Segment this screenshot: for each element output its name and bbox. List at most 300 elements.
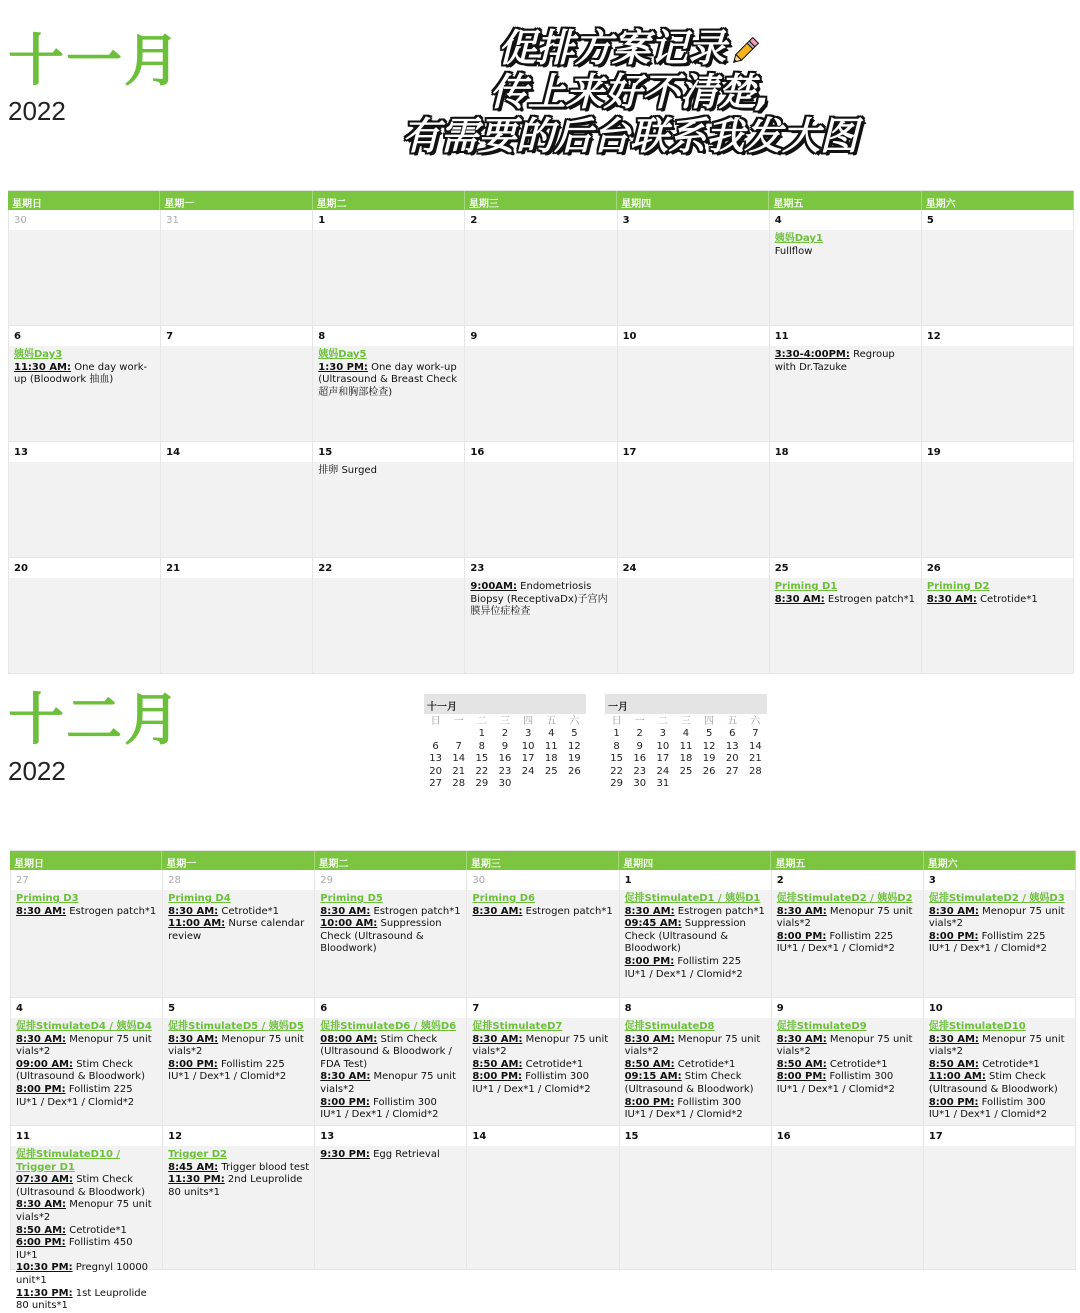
calendar-event[interactable] [168,1059,309,1084]
calendar-day-cell[interactable] [924,870,1076,998]
calendar-event[interactable] [320,918,461,956]
mini-day[interactable]: 22 [475,765,489,777]
mini-day[interactable]: 1 [478,728,486,740]
day-events [772,1146,923,1269]
calendar-event[interactable] [168,906,309,919]
day-events [163,890,314,997]
november-weekday-header [8,191,1074,210]
day-events [618,462,769,557]
calendar-event[interactable] [470,581,611,619]
cycle-tag-link[interactable]: 促排StimulateD6 / 姨妈D6 [320,1021,457,1032]
day-number: 7 [161,326,312,346]
mini-day[interactable]: 8 [478,740,486,752]
event-time: 1:30 PM: [318,361,368,373]
calendar-day-cell[interactable] [10,1126,163,1312]
calendar-event[interactable] [168,1162,309,1175]
event-text: Fullflow [774,245,813,257]
mini-day[interactable]: 18 [679,753,693,765]
cycle-tag-link[interactable]: 姨妈Day1 [774,233,823,244]
mini-day[interactable]: 9 [501,740,509,752]
calendar-day-cell[interactable] [465,442,617,558]
day-events [9,230,160,325]
calendar-day-cell[interactable] [10,870,163,998]
calendar-day-cell[interactable] [770,210,922,326]
mini-day[interactable]: 23 [633,765,647,777]
calendar-day-cell[interactable] [315,1126,467,1270]
mini-day[interactable]: 25 [544,765,558,777]
calendar-day-cell[interactable] [313,442,465,558]
mini-day[interactable]: 19 [702,753,716,765]
day-events [922,462,1073,557]
event-time: 6:00 PM: [16,1237,66,1249]
calendar-day-cell[interactable] [620,998,772,1126]
cycle-tag-link[interactable]: 促排StimulateD5 / 姨妈D5 [168,1021,304,1032]
calendar-event[interactable] [777,1071,918,1096]
mini-day[interactable]: 15 [610,753,623,765]
day-events [161,230,312,325]
mini-day[interactable]: 30 [498,778,512,790]
event-time: 09:00 AM: [16,1058,74,1070]
day-number: 27 [11,870,162,890]
day-number: 4 [770,210,921,230]
calendar-week-row [10,870,1076,998]
calendar-day-cell[interactable] [467,870,619,998]
weekday-header-cell: 星期四 [617,191,769,210]
calendar-day-cell[interactable] [163,998,315,1126]
calendar-day-cell[interactable] [8,326,161,442]
mini-day[interactable]: 2 [501,728,509,740]
mini-day[interactable]: 14 [749,740,762,752]
mini-day[interactable]: 26 [568,765,581,777]
weekday-header-cell: 星期二 [313,191,465,210]
day-number: 23 [465,558,616,578]
calendar-event[interactable] [472,1071,613,1096]
calendar-event[interactable] [929,1034,1070,1059]
event-time: 11:30 PM: [168,1174,225,1186]
day-events [163,1018,314,1125]
mini-day[interactable]: 27 [725,765,739,777]
day-events [465,346,616,441]
calendar-day-cell[interactable] [313,326,465,442]
mini-calendar-november[interactable] [424,694,586,790]
cycle-tag-link[interactable]: 促排StimulateD10 / Trigger D1 [16,1149,121,1173]
day-events [313,346,464,441]
mini-day[interactable]: 4 [548,728,555,740]
calendar-event[interactable] [775,349,916,374]
calendar-day-cell[interactable] [465,558,617,674]
mini-day[interactable]: 17 [656,753,670,765]
cycle-tag-link[interactable]: 姨妈Day5 [318,349,367,360]
calendar-event[interactable] [625,1034,766,1059]
mini-day[interactable]: 10 [521,740,535,752]
mini-day[interactable]: 19 [568,753,581,765]
mini-day[interactable]: 23 [498,765,512,777]
mini-day[interactable]: 11 [679,740,693,752]
day-number: 10 [924,998,1075,1018]
day-number: 9 [772,998,923,1018]
cycle-tag-link[interactable]: 促排StimulateD2 / 姨妈D2 [776,893,913,904]
mini-day[interactable]: 15 [475,753,489,765]
event-text: Follistim 225 IU*1 / Dex*1 / Clomid*2 [16,1083,135,1108]
calendar-day-cell[interactable] [618,210,770,326]
event-time: 8:00 PM: [16,1083,66,1095]
mini-day[interactable]: 24 [521,765,535,777]
event-time: 8:00 PM: [624,1096,675,1108]
mini-day[interactable]: 11 [544,740,558,752]
day-events [924,1146,1075,1269]
calendar-event[interactable] [16,1034,157,1059]
mini-day[interactable]: 21 [452,765,466,777]
calendar-day-cell[interactable] [772,870,924,998]
day-events [618,578,769,673]
calendar-day-cell[interactable] [922,558,1074,674]
mini-day[interactable]: 16 [633,753,647,765]
event-text: One day work-up (Bloodwork 抽血) [14,361,148,386]
calendar-event[interactable] [320,906,461,919]
calendar-day-cell[interactable] [313,210,465,326]
calendar-event[interactable] [777,931,918,956]
event-text: Menopur 75 unit vials*2 [16,1199,152,1223]
event-text: Stim Check (Ultrasound & Bloodwork / FDA Test) [320,1033,452,1070]
event-text: Follistim 300 IU*1 / Dex*1 / Clomid*2 [624,1096,743,1121]
day-events [161,346,312,441]
calendar-day-cell[interactable] [8,210,161,326]
calendar-day-cell[interactable] [161,210,313,326]
day-number: 20 [9,558,160,578]
calendar-day-cell[interactable] [163,870,315,998]
mini-calendar-january[interactable] [605,694,767,790]
day-number: 2 [772,870,923,890]
mini-weekday: 四 [704,716,715,727]
mini-day[interactable]: 25 [679,765,693,777]
mini-day[interactable]: 13 [429,753,442,765]
mini-day[interactable]: 26 [702,765,716,777]
pencil-icon [728,34,762,68]
calendar-event[interactable] [318,465,459,478]
day-events [467,1146,618,1269]
event-time: 11:30 AM: [14,361,72,373]
day-number: 13 [9,442,160,462]
event-text: Menopur 75 unit vials*2 [928,905,1065,930]
november-month-title: 十一月 [8,29,182,94]
calendar-week-row [8,558,1074,674]
mini-day[interactable]: 27 [429,778,442,790]
mini-day[interactable]: 21 [749,753,762,765]
calendar-event[interactable] [16,1262,157,1287]
calendar-event[interactable] [625,1097,766,1122]
calendar-event[interactable] [16,1174,157,1199]
mini-day[interactable]: 20 [429,765,442,777]
event-time: 8:30 AM: [168,905,219,917]
calendar-day-cell[interactable] [467,1126,619,1270]
calendar-event[interactable] [625,1059,766,1072]
day-number: 21 [161,558,312,578]
calendar-event[interactable] [318,362,459,400]
event-text: Stim Check (Ultrasound & Bloodwork) [928,1071,1058,1095]
mini-day[interactable]: 6 [729,728,736,740]
event-time: 8:00 PM: [624,955,675,967]
cycle-tag-link[interactable]: 促排StimulateD8 [624,1021,715,1032]
weekday-header-cell: 星期日 [10,851,162,870]
calendar-day-cell[interactable] [465,326,617,442]
day-number: 29 [315,870,466,890]
mini-weekday: 日 [611,716,622,727]
calendar-day-cell[interactable] [315,870,467,998]
event-time: 8:00 PM: [776,930,827,942]
mini-day[interactable]: 2 [636,728,643,740]
mini-day[interactable]: 16 [498,753,512,765]
calendar-day-cell[interactable] [8,442,161,558]
calendar-event[interactable] [927,594,1068,607]
mini-day[interactable]: 8 [613,740,620,752]
mini-day[interactable]: 7 [455,740,462,752]
mini-day[interactable]: 22 [610,765,623,777]
event-text: 排卵 Surged [318,465,377,476]
calendar-week-row [8,326,1074,442]
day-events [467,890,618,997]
calendar-event[interactable] [320,1097,461,1122]
calendar-day-cell[interactable] [770,326,922,442]
cycle-tag-link[interactable]: Priming D4 [168,893,231,904]
day-number: 11 [11,1126,162,1146]
calendar-day-cell[interactable] [924,998,1076,1126]
calendar-day-cell[interactable] [924,1126,1076,1270]
mini-day[interactable]: 29 [475,778,489,790]
event-time: 9:00AM: [470,581,517,592]
mini-day[interactable]: 3 [659,728,667,740]
cycle-tag-link[interactable]: Priming D5 [320,893,383,904]
day-number: 17 [924,1126,1075,1146]
overlay-line-2: 传上来好不清楚, [489,70,771,114]
event-text: Stim Check (Ultrasound & Bloodwork) [16,1058,145,1083]
event-time: 8:30 AM: [928,1033,979,1045]
day-number: 16 [465,442,616,462]
mini-day[interactable]: 31 [656,778,670,790]
cycle-tag-link[interactable]: 促排StimulateD1 / 姨妈D1 [624,893,761,904]
event-time: 11:00 AM: [168,918,226,930]
cycle-tag-link[interactable]: Trigger D2 [168,1149,227,1160]
calendar-event[interactable] [16,1225,157,1238]
day-events [315,1146,466,1269]
calendar-day-cell[interactable] [922,326,1074,442]
calendar-day-cell[interactable] [313,558,465,674]
event-text: Suppression Check (Ultrasound & Bloodwork) [320,918,442,955]
day-number: 14 [467,1126,618,1146]
calendar-day-cell[interactable] [620,1126,772,1270]
mini-day[interactable]: 17 [521,753,535,765]
calendar-event[interactable] [472,1059,613,1072]
calendar-day-cell[interactable] [772,998,924,1126]
day-events [313,230,464,325]
day-events [315,1018,466,1125]
calendar-event[interactable] [929,1071,1070,1096]
event-time: 8:00 PM: [776,1071,827,1083]
mini-day[interactable]: 13 [725,740,739,752]
day-events [161,462,312,557]
calendar-event[interactable] [16,1084,157,1109]
mini-day[interactable]: 28 [749,765,762,777]
calendar-day-cell[interactable] [161,326,313,442]
cycle-tag-link[interactable]: Priming D6 [472,893,535,904]
day-number: 30 [9,210,160,230]
calendar-event[interactable] [929,931,1070,956]
calendar-event[interactable] [14,362,155,387]
calendar-event[interactable] [320,1071,461,1096]
event-text: Cetrotide*1 [522,1058,584,1070]
december-weekday-header [10,851,1076,870]
event-time: 09:45 AM: [624,918,682,930]
day-number: 4 [11,998,162,1018]
calendar-day-cell[interactable] [620,870,772,998]
cycle-tag-link[interactable]: Priming D3 [16,893,79,904]
calendar-event[interactable] [168,1174,309,1199]
calendar-day-cell[interactable] [770,442,922,558]
mini-day[interactable]: 6 [432,740,439,752]
day-events [11,1018,162,1125]
calendar-day-cell[interactable] [161,558,313,674]
calendar-event[interactable] [777,1034,918,1059]
event-text: Trigger blood test [218,1161,310,1173]
cycle-tag-link[interactable]: 促排StimulateD2 / 姨妈D3 [928,893,1065,904]
event-text: Cetrotide*1 [218,905,279,917]
calendar-day-cell[interactable] [770,558,922,674]
day-number: 16 [772,1126,923,1146]
day-events [620,1018,771,1125]
day-events [772,1018,923,1125]
event-text: Estrogen patch*1 [824,593,915,605]
cycle-tag-link[interactable]: 促排StimulateD4 / 姨妈D4 [16,1021,152,1032]
calendar-event[interactable] [16,1288,157,1313]
calendar-event[interactable] [775,594,916,607]
event-text: 2nd Leuprolide 80 units*1 [168,1174,303,1198]
mini-day[interactable]: 20 [725,753,739,765]
calendar-day-cell[interactable] [922,210,1074,326]
event-text: Egg Retrieval [369,1149,440,1160]
mini-day[interactable]: 30 [633,778,647,790]
calendar-event[interactable] [625,906,766,919]
mini-day[interactable]: 18 [544,753,558,765]
cycle-tag-link[interactable]: 促排StimulateD9 [776,1021,867,1032]
weekday-header-cell: 星期四 [619,851,771,870]
mini-day[interactable]: 28 [452,778,466,790]
calendar-day-cell[interactable] [618,326,770,442]
cycle-tag-link[interactable]: Priming D1 [774,581,838,592]
day-number: 11 [770,326,921,346]
calendar-day-cell[interactable] [467,998,619,1126]
day-number: 1 [620,870,771,890]
calendar-event[interactable] [929,1059,1070,1072]
calendar-day-cell[interactable] [618,558,770,674]
day-number: 9 [465,326,616,346]
event-text: Menopur 75 unit vials*2 [928,1033,1065,1058]
calendar-event[interactable] [16,1237,157,1262]
event-time: 10:00 AM: [320,918,378,930]
day-number: 24 [618,558,769,578]
mini-day[interactable]: 10 [656,740,670,752]
mini-day[interactable]: 4 [682,728,690,740]
calendar-day-cell[interactable] [161,442,313,558]
calendar-day-cell[interactable] [465,210,617,326]
december-year: 2022 [8,756,66,786]
overlay-line-1: 促排方案记录 [395,26,865,70]
event-text: Estrogen patch*1 [674,905,765,917]
day-number: 5 [922,210,1073,230]
mini-day[interactable]: 3 [524,728,532,740]
calendar-day-cell[interactable] [315,998,467,1126]
cycle-tag-link[interactable]: 姨妈Day3 [14,349,63,360]
cycle-tag-link[interactable]: 促排StimulateD10 [928,1021,1026,1032]
event-time: 8:30 AM: [776,905,827,917]
calendar-event[interactable] [320,1034,461,1072]
day-number: 31 [161,210,312,230]
weekday-header-cell: 星期一 [160,191,312,210]
day-number: 1 [313,210,464,230]
calendar-event[interactable] [625,1071,766,1096]
calendar-event[interactable] [16,1199,157,1224]
calendar-event[interactable] [775,246,916,259]
event-time: 8:00 PM: [928,1096,979,1108]
calendar-event[interactable] [929,906,1070,931]
calendar-event[interactable] [472,1034,613,1059]
mini-day[interactable]: 5 [705,728,713,740]
calendar-event[interactable] [16,906,157,919]
calendar-event[interactable] [777,906,918,931]
cycle-tag-link[interactable]: 促排StimulateD7 [472,1021,563,1032]
calendar-day-cell[interactable] [922,442,1074,558]
calendar-day-cell[interactable] [618,442,770,558]
mini-day[interactable]: 9 [636,740,643,752]
day-number: 2 [465,210,616,230]
calendar-day-cell[interactable] [163,1126,315,1270]
event-text: Follistim 225 IU*1 / Dex*1 / Clomid*2 [168,1058,287,1083]
calendar-week-row [10,998,1076,1126]
calendar-event[interactable] [472,906,613,919]
cycle-tag-link[interactable]: Priming D2 [926,581,990,592]
calendar-day-cell[interactable] [772,1126,924,1270]
mini-day[interactable]: 7 [752,728,759,740]
calendar-event[interactable] [929,1097,1070,1122]
mini-day[interactable]: 5 [571,728,578,740]
calendar-event[interactable] [16,1059,157,1084]
calendar-event[interactable] [320,1149,461,1162]
december-month-title: 十二月 [8,688,182,753]
calendar-event[interactable] [777,1059,918,1072]
calendar-day-cell[interactable] [10,998,163,1126]
calendar-event[interactable] [625,956,766,981]
calendar-event[interactable] [625,918,766,956]
event-time: 11:00 AM: [928,1071,986,1083]
mini-day[interactable]: 29 [610,778,623,790]
mini-day[interactable]: 12 [568,740,581,752]
calendar-day-cell[interactable] [8,558,161,674]
day-number: 22 [313,558,464,578]
event-text: Menopur 75 unit vials*2 [472,1033,609,1058]
mini-day[interactable]: 1 [613,728,620,740]
mini-day[interactable]: 24 [656,765,670,777]
event-text: Follistim 450 IU*1 [16,1237,133,1261]
calendar-event[interactable] [168,918,309,943]
mini-day[interactable]: 12 [702,740,716,752]
mini-day[interactable]: 14 [452,753,466,765]
event-text: Suppression Check (Ultrasound & Bloodwork) [624,918,746,955]
day-events [9,462,160,557]
mini-day [447,728,470,740]
event-time: 8:30 AM: [928,905,979,917]
event-text: Menopur 75 unit vials*2 [624,1033,761,1058]
calendar-event[interactable] [168,1034,309,1059]
event-time: 8:30 AM: [16,905,67,917]
event-text: One day work-up (Ultrasound & Breast Check 超声和胸部检查) [318,361,458,398]
